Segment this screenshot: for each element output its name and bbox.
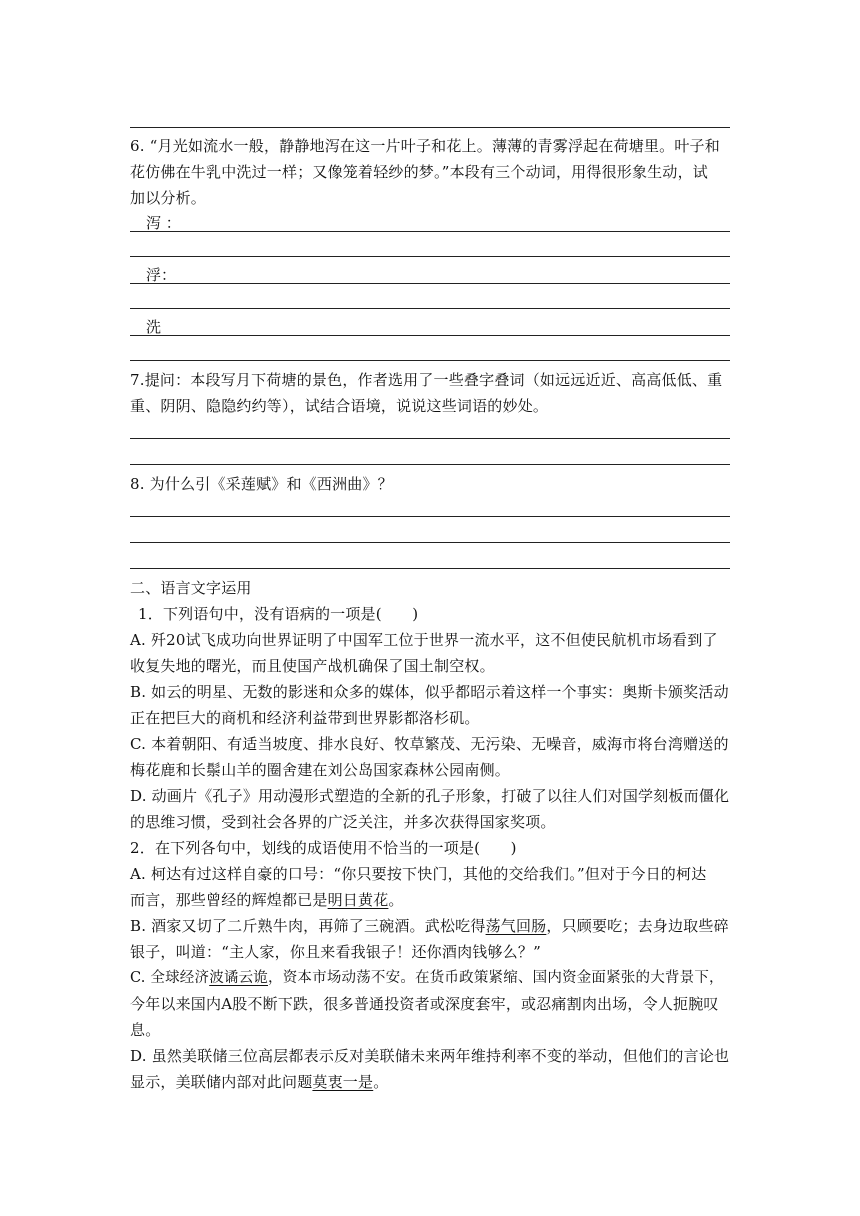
text-segment: ，资本市场动荡不安。在货币政策紧缩、国内资金面紧张的大背景下， [268, 970, 724, 986]
item-1-option-c-line-2: 梅花鹿和长鬃山羊的圈舍建在刘公岛国家森林公园南侧。 [130, 761, 511, 779]
item-1-option-d-line-1: D. 动画片《孔子》用动漫形式塑造的全新的孔子形象，打破了以往人们对国学刻板而僵化 [130, 787, 730, 805]
answer-line[interactable] [130, 542, 730, 543]
text-segment: C. 全球经济 [130, 970, 210, 986]
question-7-line-1: 7.提问：本段写月下荷塘的景色，作者选用了一些叠字叠词（如远远近近、高高低低、重 [130, 371, 723, 389]
item-2-option-c-line-3: 息。 [130, 1021, 161, 1039]
answer-label-xie: 泻 ： [146, 214, 181, 232]
answer-line[interactable] [130, 516, 730, 517]
text-segment: 显示，美联储内部对此问题 [130, 1073, 313, 1091]
text-segment: 而言，那些曾经的辉煌都已是 [130, 891, 328, 909]
underlined-idiom: 莫衷一是 [312, 1073, 374, 1091]
answer-line[interactable] [130, 568, 730, 569]
answer-label-xi: 洗 [146, 318, 162, 336]
top-divider [130, 127, 730, 128]
text-segment: B. 酒家又切了二斤熟牛肉，再筛了三碗酒。武松吃得 [130, 917, 486, 935]
section-2-content [130, 601, 730, 1095]
answer-line[interactable] [130, 283, 730, 284]
answer-line[interactable] [130, 231, 730, 232]
question-7 [130, 367, 730, 419]
item-1-option-a-line-1: A. 歼20试飞成功向世界证明了中国军工位于世界一流水平，这不但使民航机市场看到了 [130, 631, 718, 649]
item-2-option-d-line-2 [130, 1069, 730, 1095]
question-6 [130, 133, 730, 211]
text-segment: 。 [373, 1073, 389, 1091]
text-segment: ，只顾要吃；去身边取些碎 [546, 917, 729, 935]
item-1-stem: 1．下列语句中，没有语病的一项是( ) [138, 605, 419, 623]
answer-line[interactable] [130, 360, 730, 361]
underlined-idiom: 荡气回肠 [485, 917, 547, 935]
question-6-line-2: 花仿佛在牛乳中洗过一样；又像笼着轻纱的梦。”本段有三个动词，用得很形象生动，试 [130, 163, 708, 181]
answer-label-fu: 浮： [146, 266, 177, 284]
underlined-idiom: 明日黄花 [327, 891, 389, 909]
answer-line[interactable] [130, 438, 730, 439]
question-8: 8. 为什么引《采莲赋》和《西洲曲》？ [130, 475, 393, 493]
question-7-line-2: 重、阴阴、隐隐约约等），试结合语境，说说这些词语的妙处。 [130, 397, 549, 415]
answer-line[interactable] [130, 256, 730, 257]
item-2-option-b-line-1 [130, 913, 730, 939]
section-heading: 二、语言文字运用 [130, 579, 252, 597]
item-1-option-d-line-2: 的思维习惯，受到社会各界的广泛关注，并多次获得国家奖项。 [130, 813, 556, 831]
item-1-option-c-line-1: C. 本着朝阳、有适当坡度、排水良好、牧草繁茂、无污染、无噪音，威海市将台湾赠送的 [130, 735, 729, 753]
item-2-option-c-line-2: 今年以来国内A股不断下跌，很多普通投资者或深度套牢，或忍痛割肉出场，令人扼腕叹 [130, 995, 719, 1013]
item-2-option-d-line-1: D. 虽然美联储三位高层都表示反对美联储未来两年维持利率不变的举动，但他们的言论也 [130, 1047, 730, 1065]
text-segment: 。 [388, 891, 404, 909]
question-6-line-1: 6. “月光如流水一般，静静地泻在这一片叶子和花上。薄薄的青雾浮起在荷塘里。叶子和 [130, 137, 720, 155]
answer-line[interactable] [130, 308, 730, 309]
item-2-option-a-line-2 [130, 887, 730, 913]
item-2-option-a-line-1: A. 柯达有过这样自豪的口号：“你只要按下快门，其他的交给我们。”但对于今日的柯达 [130, 865, 707, 883]
underlined-idiom: 波谲云诡 [209, 970, 269, 986]
answer-line[interactable] [130, 464, 730, 465]
question-6-line-3: 加以分析。 [130, 189, 207, 207]
item-2-stem: 2．在下列各句中，划线的成语使用不恰当的一项是( ) [130, 839, 517, 857]
item-2-option-b-line-2: 银子，叫道：“主人家，你且来看我银子！还你酒肉钱够么？” [130, 943, 541, 961]
item-1-option-b-line-1: B. 如云的明星、无数的影迷和众多的媒体，似乎都昭示着这样一个事实：奥斯卡颁奖活动 [130, 683, 729, 701]
item-1-option-b-line-2: 正在把巨大的商机和经济利益带到世界影都洛杉矶。 [130, 709, 480, 727]
item-1-option-a-line-2: 收复失地的曙光，而且使国产战机确保了国土制空权。 [130, 657, 495, 675]
item-2-option-c-line-1 [130, 965, 730, 991]
answer-line[interactable] [130, 335, 730, 336]
